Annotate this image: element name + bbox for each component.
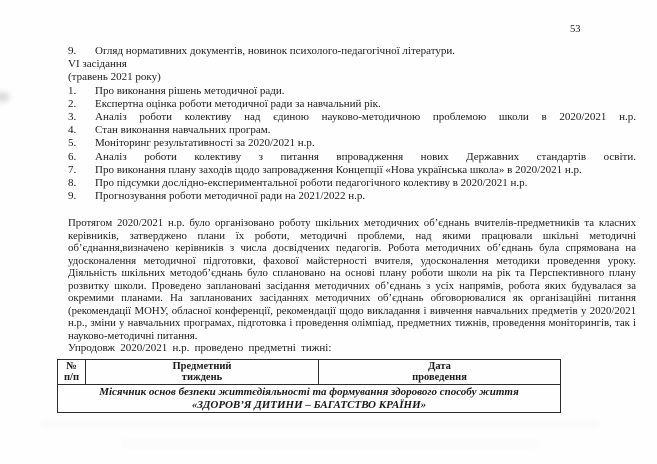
item-number: 6. <box>68 150 77 163</box>
agenda-item <box>68 98 636 111</box>
agenda-item <box>68 177 636 190</box>
agenda-item <box>68 137 636 150</box>
item-number: 5. <box>68 137 77 150</box>
session-heading: VI засідання <box>68 58 127 71</box>
item-number: 9. <box>68 45 77 57</box>
agenda-item <box>68 111 636 124</box>
header-line: Предметний <box>172 360 232 372</box>
agenda-item <box>68 85 636 98</box>
agenda-item <box>68 45 636 58</box>
table-header-date <box>319 359 561 385</box>
item-text: Експертна оцінка роботи методичної ради за навчальний рік. <box>95 97 381 110</box>
agenda-item <box>68 164 636 177</box>
table-header-subject-week <box>86 359 319 385</box>
item-text: Аналіз роботи колективу з питання впровадження нових Державних стандартів освіти. <box>95 150 636 163</box>
scan-artifact <box>40 420 600 428</box>
item-number: 2. <box>68 97 77 110</box>
scan-artifact <box>120 440 540 447</box>
item-number: 8. <box>68 177 77 190</box>
header-line: тиждень <box>181 371 223 383</box>
body-paragraph: Протягом 2020/2021 н.р. було організовано роботу шкільних методичних об’єднань вчителів-предметників та класних керівників, затверджено плани їх роботи, методичні проблеми, над якими працювали шкільні методичні об’єднання,визначено керівників з числа досвідчених педагогів. Робота методичних об’єднань була спрямована на удосконалення методичної підготовки, фахової майстерності вчителя, удосконалення методики проведення уроку. Діяльність шкільних методоб’єднань було сплановано на основі плану роботи школи на рік та Перспективного плану розвитку школи. Проведено заплановані засідання методичних об’єднань з усіх напрямів, робота яких будувалася за окремими планами. На запланованих засіданнях методичних об’єднань обговорювалися як організаційні питання (рекомендації МОНУ, обласної конференції, рекомендації щодо викладання і вивчення навчальних предметів у 2020/2021 н.р., зміни у навчальних програмах, підготовка і проведення олімпіад, предметних тижнів, проведення моніторингів, так і науково-методичні питання. <box>68 217 636 342</box>
item-text: Про виконання рішень методичної ради. <box>95 84 285 97</box>
item-number: 7. <box>68 163 77 176</box>
agenda-item <box>68 190 636 203</box>
header-line: № <box>66 360 77 372</box>
header-line: Дата <box>428 360 451 372</box>
merged-cell-line: «ЗДОРОВ’Я ДИТИНИ – БАГАТСТВО КРАЇНИ» <box>191 398 427 411</box>
item-text: Моніторинг результативності за 2020/2021 н.р. <box>95 137 315 150</box>
subject-weeks-table <box>57 359 561 414</box>
header-line: проведення <box>412 371 467 383</box>
page-number: 53 <box>570 24 581 35</box>
item-number: 3. <box>68 111 77 124</box>
table-header-row <box>58 359 561 385</box>
item-text: Прогнозування роботи методичної ради на 2021/2022 н.р. <box>95 190 366 203</box>
item-text: Аналіз роботи колективу над єдиною науково-методичною проблемою школи в 2020/2021 н.р. <box>95 111 636 124</box>
item-text: Про виконання плану заходів щодо запровадження Концепції «Нова українська школа» в 2020/2021 н.р. <box>95 163 582 176</box>
item-number: 1. <box>68 84 77 97</box>
header-line: п/п <box>63 371 80 383</box>
agenda-item <box>68 124 636 137</box>
table-header-num <box>58 359 86 385</box>
item-text: Огляд нормативних документів, новинок психолого-педагогічної літератури. <box>95 45 456 57</box>
table-row <box>58 385 561 413</box>
item-text: Про підсумки дослідно-експериментальної роботи педагогічного колективу в 2020/2021 н.р. <box>95 177 528 190</box>
merged-month-cell <box>58 385 561 413</box>
item-number: 4. <box>68 124 77 137</box>
item-text: Стан виконання навчальних програм. <box>95 124 271 137</box>
table-intro: Упродовж 2020/2021 н.р. проведено предметні тижні: <box>68 342 332 355</box>
agenda-item <box>68 151 636 164</box>
session-date: (травень 2021 року) <box>68 71 161 84</box>
merged-cell-line: Місячник основ безпеки життєдіяльності та формування здорового способу життя <box>99 386 519 399</box>
item-number: 9. <box>68 190 77 203</box>
